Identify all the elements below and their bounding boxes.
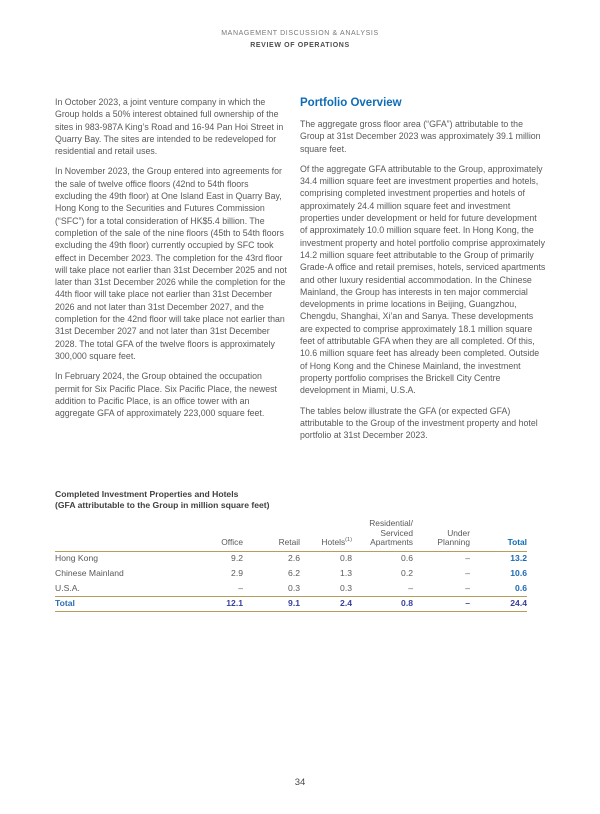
- right-column: [300, 96, 546, 449]
- paragraph-february-2024: In February 2024, the Group obtained the occupation permit for Six Pacific Place. Six Pacific Place, the newest addition to Pacific Place, is an office tower with an aggregate GFA of approximately 223,000 square feet.: [55, 371, 277, 419]
- left-column: [55, 96, 288, 449]
- paragraph-november-2023: In November 2023, the Group entered into agreements for the sale of twelve office floors (42nd to 54th floors excluding the 49th floor) at One Island East in Quarry Bay, Hong Kong to the Securities and Futures Commission (“SFC”) for a total consideration of HK$5.4 billion. The completion of the sale of the nine floors (45th to 54th floors excluding the 49th floor) currently occupied by SFC took effect in December 2023. The completion for the 43rd floor will take place not earlier than 31st December 2025 and not later than 31st December 2026 while the completion for the 44th floor will take place not earlier than 31st December 2026 and not later than 31st December 2027, and the completion for the 42nd floor will take place not earlier than 31st December 2027 and not later than 31st December 2028. The total GFA of the twelve floors is approximately 300,000 square feet.: [55, 166, 287, 361]
- paragraph-portfolio-detail: Of the aggregate GFA attributable to the Group, approximately 34.4 million square feet are investment properties and hotels, comprising completed investment properties and hotels of approximately 24.4 million square feet and investment properties under development or held for future development of approximately 10.0 million square feet. In Hong Kong, the investment property and hotel portfolio comprise approximately 14.2 million square feet attributable to the Group of primarily Grade-A office and retail premises, hotels, serviced apartments and other luxury residential accommodation. In the Chinese Mainland, the Group has interests in ten major commercial developments in prime locations in Beijing, Guangzhou, Chengdu, Shanghai, Xi’an and Sanya. These developments are expected to comprise approximately 18.1 million square feet of attributable GFA when they are all completed. Of this, 10.6 million square feet has already been completed. Outside of Hong Kong and the Chinese Mainland, the investment property portfolio comprises the Brickell City Centre development in Miami, U.S.A.: [300, 163, 546, 396]
- gfa-table: [55, 519, 527, 612]
- paragraph-october-2023: In October 2023, a joint venture company in which the Group holds a 50% interest obtained full ownership of the sites in 983-987A King’s Road and 16-94 Pan Hoi Street in Quarry Bay. The sites are intended to be redeveloped for residential and retail uses.: [55, 97, 284, 157]
- header-cell-hotels: Hotels$^{(1)}$: [300, 519, 352, 551]
- running-head-section: MANAGEMENT DISCUSSION & ANALYSIS: [221, 30, 379, 37]
- table-header-row: [55, 519, 527, 551]
- header-cell-under-planning: Under Planning: [413, 519, 470, 551]
- body-columns: [55, 96, 546, 449]
- header-cell-retail: Retail: [243, 519, 300, 551]
- footnote-marker: (1): [345, 537, 352, 544]
- paragraph-aggregate-gfa: The aggregate gross floor area (“GFA”) attributable to the Group at 31st December 2023 was approximately 39.1 million square feet.: [300, 119, 541, 154]
- header-cell-empty: [55, 519, 183, 551]
- table-title-line1: Completed Investment Properties and Hotels: [55, 489, 239, 499]
- table-row-hong-kong: Hong Kong 9.2 2.6 0.8 0.6 – 13.2: [55, 553, 527, 564]
- header-cell-total: Total: [470, 519, 527, 551]
- gfa-table-section: [55, 489, 527, 612]
- paragraph-tables-intro: The tables below illustrate the GFA (or expected GFA) attributable to the Group of the investment property and hotel portfolio at 31st December 2023.: [300, 405, 538, 441]
- header-cell-office: Office: [183, 519, 243, 551]
- page-header: [0, 30, 600, 49]
- header-cell-residential-serviced-apartments: Residential/ Serviced Apartments: [352, 519, 413, 551]
- running-head-subsection: REVIEW OF OPERATIONS: [250, 42, 350, 49]
- page-number: 34: [294, 777, 306, 788]
- table-row-chinese-mainland: Chinese Mainland 2.9 6.2 1.3 0.2 – 10.6: [55, 568, 527, 579]
- table-title-line2: (GFA attributable to the Group in million square feet): [55, 500, 270, 510]
- table-row-total: Total 12.1 9.1 2.4 0.8 – 24.4: [55, 597, 527, 612]
- portfolio-overview-heading: Portfolio Overview: [300, 97, 402, 109]
- table-row-usa: U.S.A. – 0.3 0.3 – – 0.6: [55, 582, 527, 593]
